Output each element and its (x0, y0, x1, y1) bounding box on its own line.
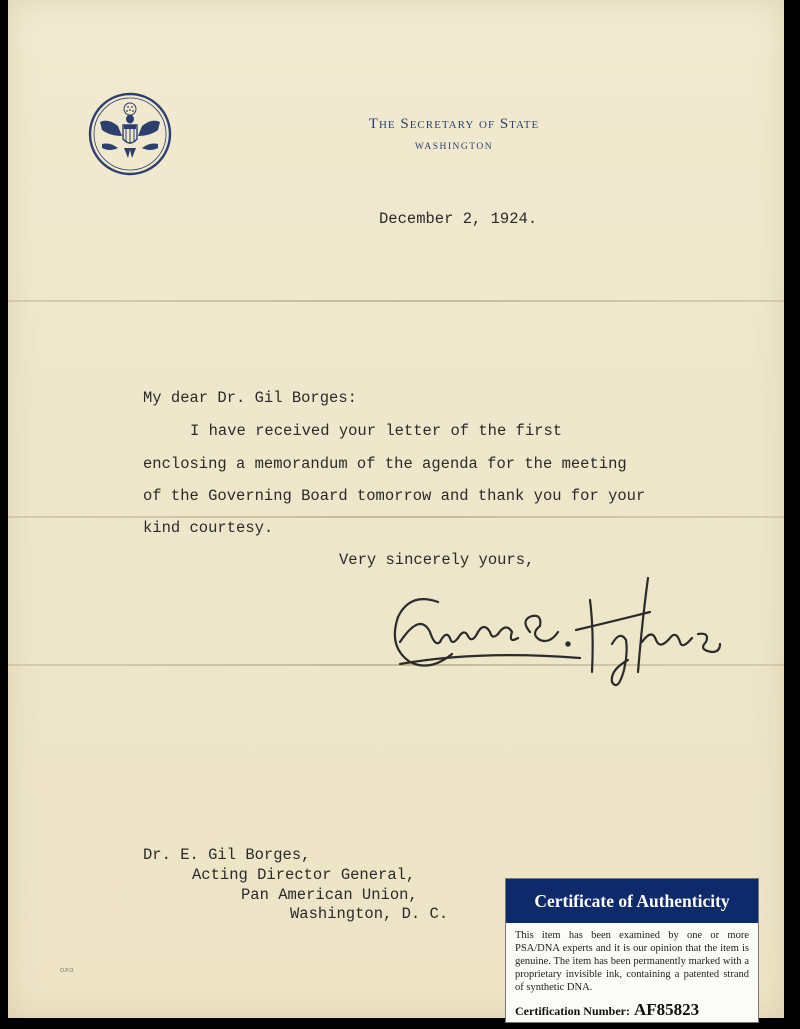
letter-date: December 2, 1924. (379, 210, 538, 228)
certificate-title: Certificate of Authenticity (506, 879, 758, 923)
letter-salutation: My dear Dr. Gil Borges: (143, 389, 357, 407)
letterhead-location: WASHINGTON (414, 142, 494, 152)
great-seal-icon (88, 92, 172, 176)
address-line: Acting Director General, (192, 866, 416, 884)
certification-number: AF85823 (633, 1000, 700, 1019)
certification-number-row (515, 1000, 699, 1020)
certificate-body: This item has been examined by one or more PSA/DNA experts and it is our opinion that the item is genuine. The item has been permanently marked with a proprietary invisible ink, containing a patented strand of synthetic DNA. (515, 930, 749, 993)
letter-body-line: kind courtesy. (143, 519, 274, 537)
letter-closing: Very sincerely yours, (339, 551, 535, 569)
fold-line (8, 300, 784, 302)
letter-body-line: of the Governing Board tomorrow and thank you for your (143, 487, 646, 505)
letter-page (8, 0, 784, 1018)
certification-number-label: Certification Number: (515, 1004, 630, 1018)
signature-icon (380, 572, 725, 707)
address-line: Pan American Union, (241, 886, 418, 904)
letterhead (338, 116, 570, 152)
address-line: Dr. E. Gil Borges, (143, 846, 311, 864)
address-line: Washington, D. C. (290, 905, 449, 923)
letterhead-title: The Secretary of State (368, 116, 540, 132)
fold-line (8, 516, 784, 518)
letter-body-line: enclosing a memorandum of the agenda for the meeting (143, 455, 627, 473)
margin-mark: O.P.O. (60, 968, 75, 974)
certificate-of-authenticity (505, 878, 759, 1023)
letter-body-line: I have received your letter of the first (190, 422, 563, 440)
